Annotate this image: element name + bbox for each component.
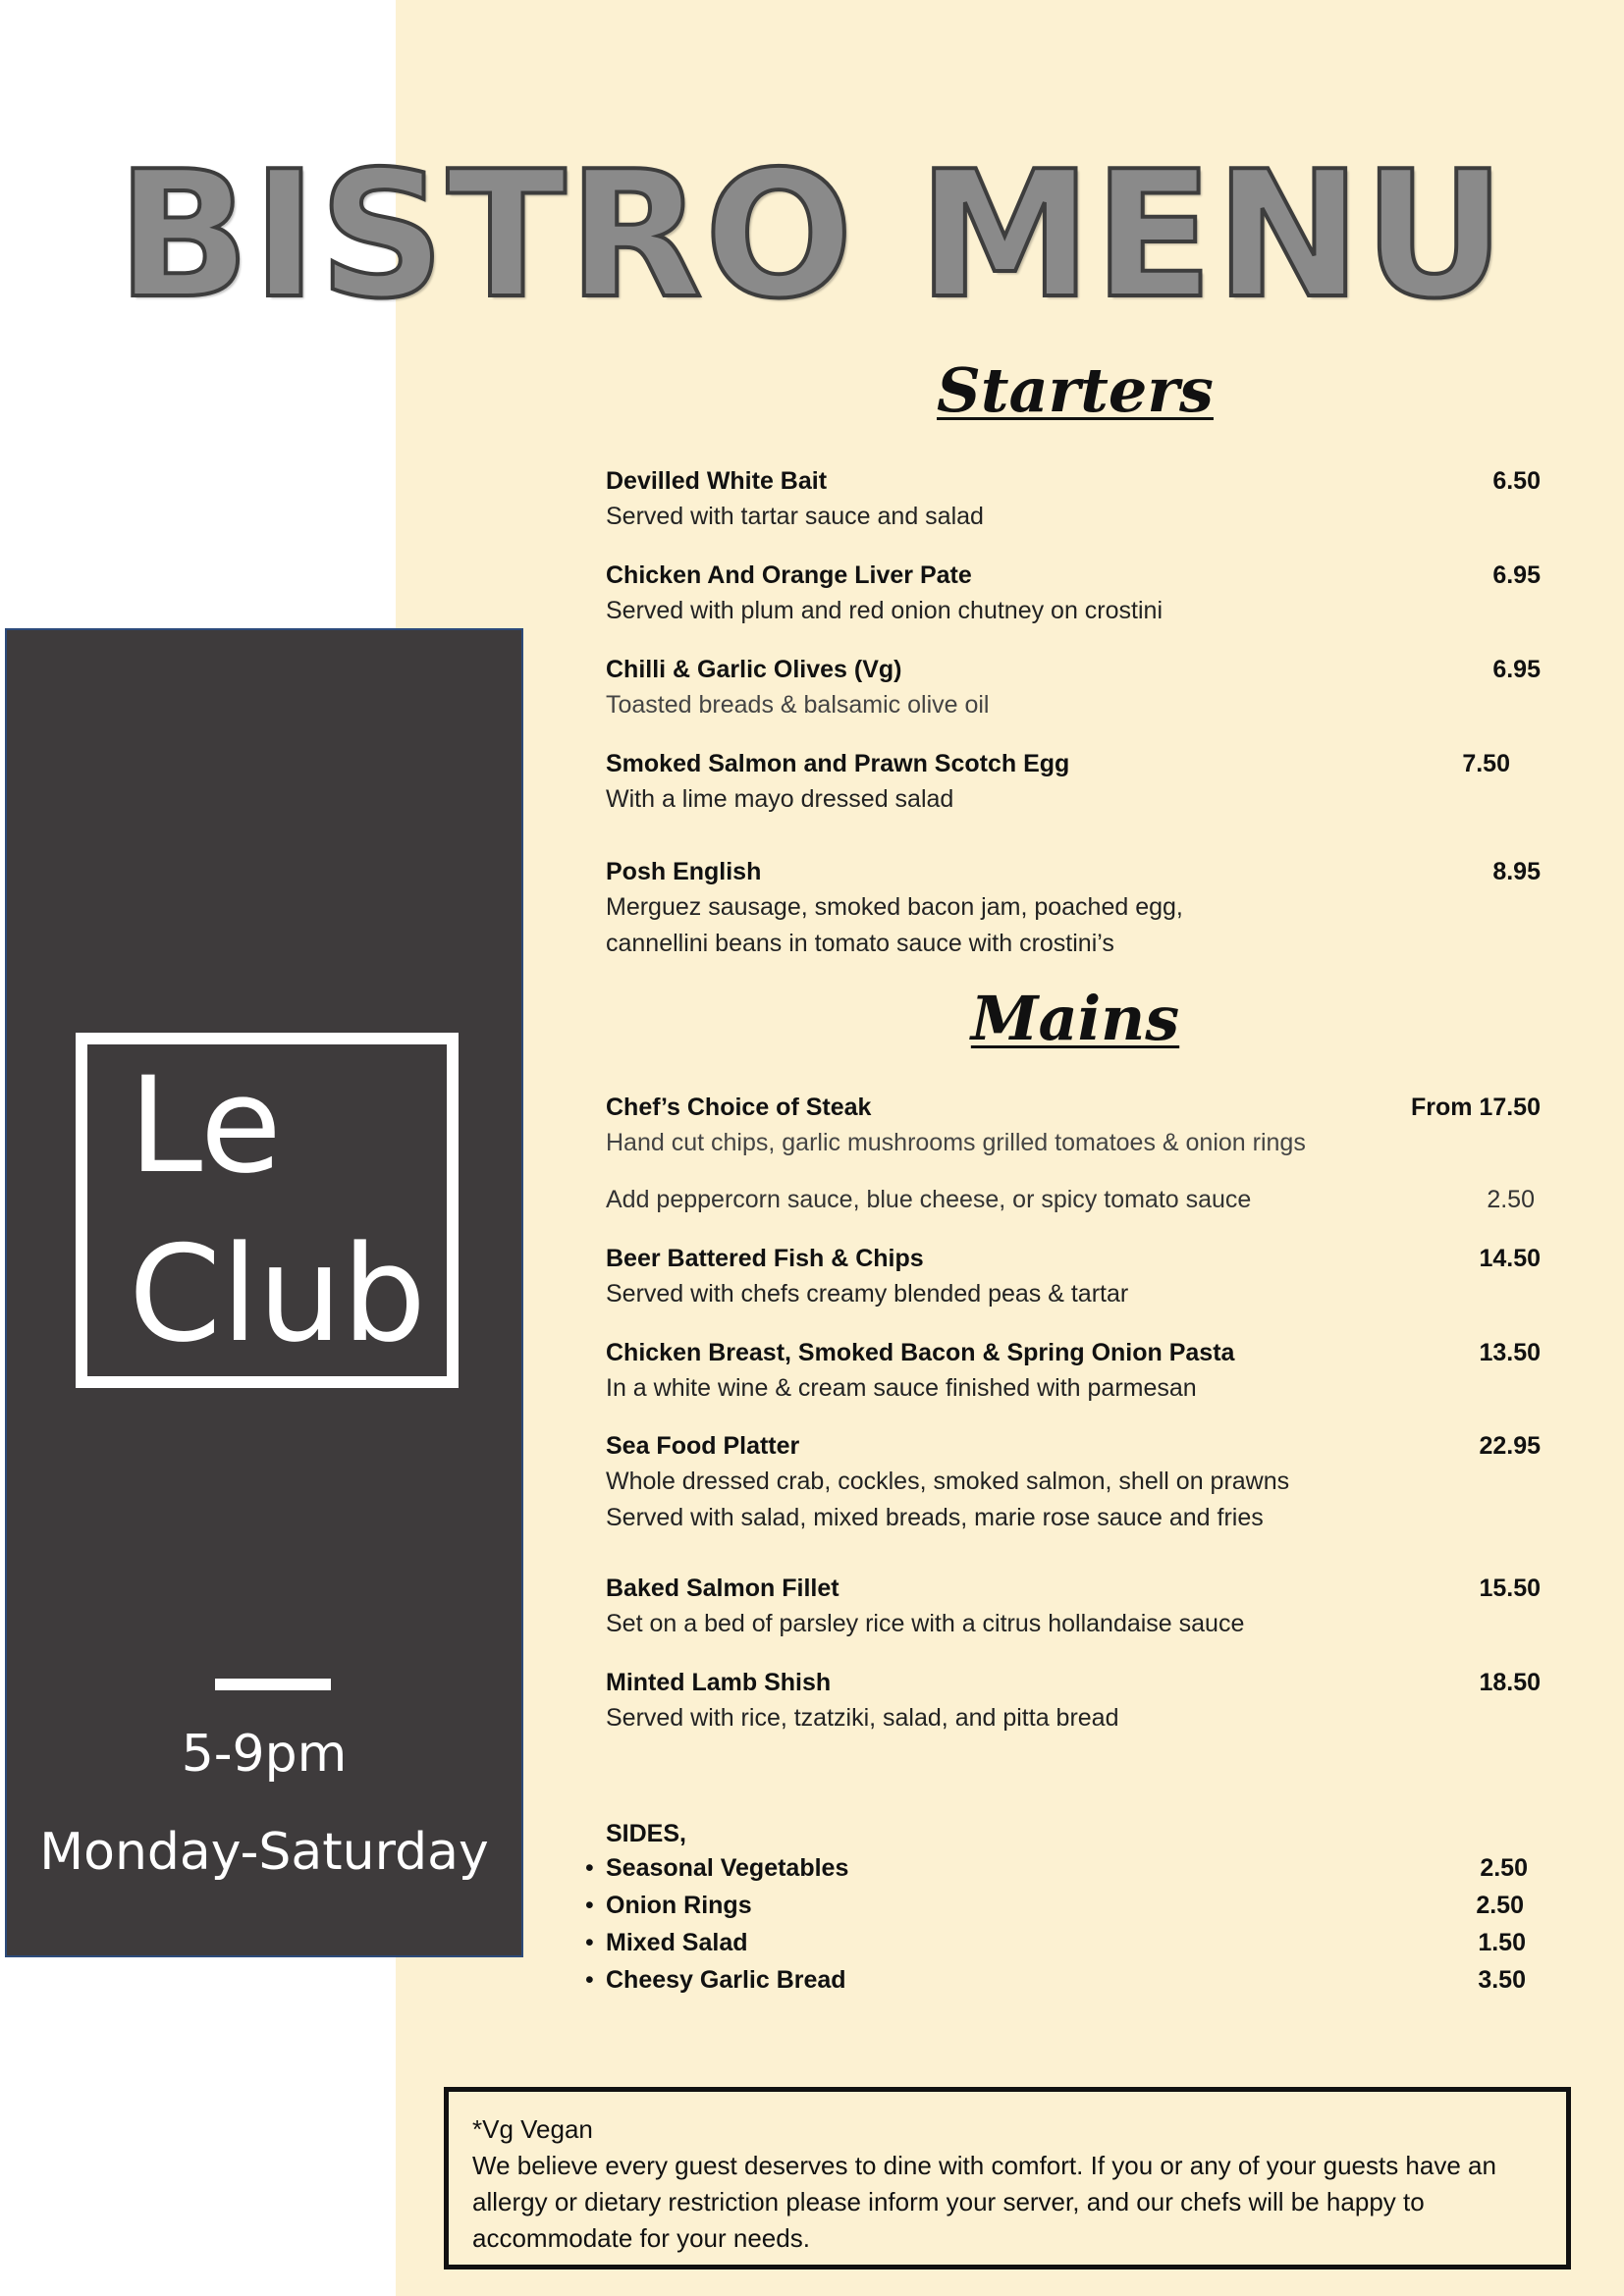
allergy-notice-text: We believe every guest deserves to dine with comfort. If you or any of your guests have an allergy or dietary restriction please inform your server, and our chefs will be happy to accommodate for your needs. <box>472 2151 1496 2253</box>
opening-hours: 5-9pm <box>181 1725 348 1784</box>
item-name: Baked Salmon Fillet <box>606 1575 839 1602</box>
item-description: With a lime mayo dressed salad <box>606 785 954 813</box>
item-price: 13.50 <box>1479 1339 1541 1366</box>
item-description: Whole dressed crab, cockles, smoked salmon, shell on prawns <box>606 1468 1290 1495</box>
item-description: Toasted breads & balsamic olive oil <box>606 691 990 719</box>
item-description: Served with salad, mixed breads, marie rose sauce and fries <box>606 1504 1264 1531</box>
side-price: 2.50 <box>1480 1854 1528 1882</box>
side-item <box>585 1887 1528 1924</box>
item-price: 7.50 <box>1462 750 1510 777</box>
side-item <box>585 1849 1528 1887</box>
item-name: Chicken And Orange Liver Pate <box>606 561 972 589</box>
side-name: Mixed Salad <box>606 1929 748 1956</box>
side-price: 2.50 <box>1476 1892 1524 1919</box>
side-name: Seasonal Vegetables <box>606 1854 849 1882</box>
item-name: Sea Food Platter <box>606 1432 800 1460</box>
item-description: Served with chefs creamy blended peas & tartar <box>606 1280 1129 1308</box>
item-description: Served with tartar sauce and salad <box>606 503 984 530</box>
side-price: 3.50 <box>1478 1966 1526 1994</box>
item-name: Chilli & Garlic Olives (Vg) <box>606 656 902 683</box>
bullet-icon: • <box>585 1892 594 1919</box>
item-name: Chicken Breast, Smoked Bacon & Spring Onion Pasta <box>606 1339 1235 1366</box>
side-name: Cheesy Garlic Bread <box>606 1966 846 1994</box>
starters-heading: Starters <box>937 354 1214 426</box>
item-name: Minted Lamb Shish <box>606 1669 832 1696</box>
item-price: 14.50 <box>1479 1245 1541 1272</box>
item-price: From 17.50 <box>1410 1094 1541 1121</box>
item-description: Merguez sausage, smoked bacon jam, poached egg, <box>606 893 1183 921</box>
item-price: 6.95 <box>1492 656 1541 683</box>
opening-days: Monday-Saturday <box>39 1823 489 1882</box>
page-title: BISTRO MENU <box>116 133 1508 337</box>
logo-line-club: Club <box>129 1217 427 1371</box>
sides-heading: SIDES, <box>606 1820 686 1847</box>
item-name: Posh English <box>606 858 762 885</box>
item-description: Set on a bed of parsley rice with a citrus hollandaise sauce <box>606 1610 1245 1637</box>
addon-text: Add peppercorn sauce, blue cheese, or spicy tomato sauce <box>606 1186 1252 1213</box>
item-description: cannellini beans in tomato sauce with crostini’s <box>606 930 1114 957</box>
brand-sidebar <box>5 628 523 1957</box>
item-price: 8.95 <box>1492 858 1541 885</box>
mains-heading: Mains <box>970 983 1180 1054</box>
brand-logo <box>76 1033 459 1388</box>
item-name: Smoked Salmon and Prawn Scotch Egg <box>606 750 1070 777</box>
side-item <box>585 1924 1528 1961</box>
item-price: 18.50 <box>1479 1669 1541 1696</box>
side-item <box>585 1961 1528 1999</box>
item-price: 6.95 <box>1492 561 1541 589</box>
bullet-icon: • <box>585 1854 594 1882</box>
bullet-icon: • <box>585 1966 594 1994</box>
side-name: Onion Rings <box>606 1892 752 1919</box>
addon-price: 2.50 <box>1487 1186 1535 1213</box>
item-name: Beer Battered Fish & Chips <box>606 1245 924 1272</box>
logo-line-le: Le <box>129 1048 282 1202</box>
item-description: Hand cut chips, garlic mushrooms grilled tomatoes & onion rings <box>606 1129 1306 1156</box>
item-description: Served with plum and red onion chutney on crostini <box>606 597 1163 624</box>
side-price: 1.50 <box>1478 1929 1526 1956</box>
item-name: Chef’s Choice of Steak <box>606 1094 872 1121</box>
item-description: Served with rice, tzatziki, salad, and pitta bread <box>606 1704 1119 1732</box>
item-price: 6.50 <box>1492 467 1541 495</box>
dietary-notice <box>444 2087 1571 2269</box>
bullet-icon: • <box>585 1929 594 1956</box>
divider-dash <box>215 1679 331 1690</box>
item-name: Devilled White Bait <box>606 467 828 495</box>
item-price: 15.50 <box>1479 1575 1541 1602</box>
vegan-legend: *Vg Vegan <box>472 2114 593 2144</box>
item-price: 22.95 <box>1479 1432 1541 1460</box>
item-description: In a white wine & cream sauce finished with parmesan <box>606 1374 1197 1402</box>
